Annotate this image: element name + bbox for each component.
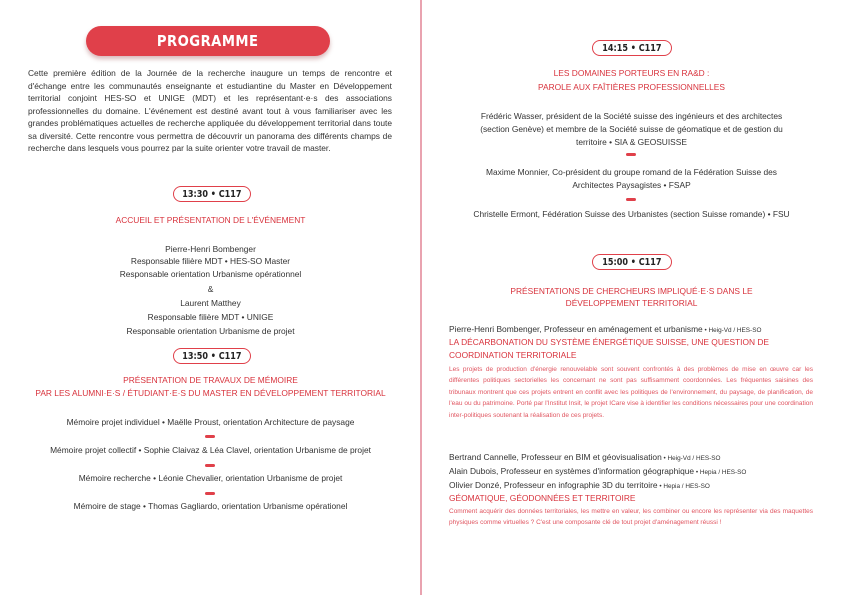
talk-2-speaker: Alain Dubois, Professeur en systèmes d'information géographique • Hepia / HES-SO (449, 466, 747, 476)
session-2-title-line-2: PAR LES ALUMNI·E·S / ÉTUDIANT·E·S DU MASTER EN DÉVELOPPEMENT TERRITORIAL (35, 388, 386, 398)
programme-title: PROGRAMME (157, 32, 259, 50)
federation-line: Christelle Ermont, Fédération Suisse des Urbanistes (section Suisse romande) • FSU (473, 209, 790, 219)
federation-line: (section Genève) et membre de la Société suisse de géomatique et de gestion du (480, 124, 783, 134)
separator-dash (626, 153, 636, 156)
session-4-time-badge: 15:00 • C117 (592, 254, 672, 270)
session-1-line: Pierre-Henri Bombenger (165, 244, 256, 254)
session-1-line: Responsable orientation Urbanisme opérationnel (119, 269, 302, 279)
session-1-line: & (207, 284, 214, 294)
talk-1-abstract: Les projets de production d'énergie renouvelable sont souvent confrontés à des problèmes de mise en œuvre car les différentes politiques sectorielles les concernant ne sont pas suffisamment coordonnées. Les fréquentes saisines des tribunaux montrent que ces projets entrent en conflit avec les politiques de l'environnement, du paysage, de planification, de l'eau ou du patrimoine. Porté par l'Institut Insit, le projet ICare vise à identifier les conditions nécessaires pour une coordination inter-politiques soutenant la réalisation de ces projets. (449, 366, 813, 419)
talk-1-affiliation: • Heig-Vd / HES-SO (702, 327, 762, 334)
separator-dash (205, 435, 215, 438)
session-1-title: ACCUEIL ET PRÉSENTATION DE L'ÉVÉNEMENT (115, 215, 306, 225)
session-3-title-line-1: LES DOMAINES PORTEURS EN RA&D : (553, 68, 710, 78)
programme-banner (86, 26, 330, 56)
session-2-time-badge: 13:50 • C117 (173, 348, 251, 364)
session-3-time-badge: 14:15 • C117 (592, 40, 672, 56)
session-1-line: Laurent Matthey (180, 298, 241, 308)
separator-dash (626, 198, 636, 201)
session-3-title-line-2: PAROLE AUX FAÎTIÈRES PROFESSIONNELLES (538, 82, 725, 92)
memoire-item: Mémoire de stage • Thomas Gagliardo, orientation Urbanisme opérationel (73, 501, 348, 511)
federation-line: Maxime Monnier, Co-président du groupe romand de la Fédération Suisse des (486, 167, 777, 177)
memoire-item: Mémoire projet individuel • Maëlle Proust, orientation Architecture de paysage (66, 417, 355, 427)
federation-line: Frédéric Wasser, président de la Société suisse des ingénieurs et des architectes (480, 111, 783, 121)
talk-1-title-line-1: LA DÉCARBONATION DU SYSTÈME ÉNERGÉTIQUE SUISSE, UNE QUESTION DE (449, 337, 770, 347)
right-page (421, 0, 842, 595)
talk-1-speaker: Pierre-Henri Bombenger, Professeur en aménagement et urbanisme • Heig-Vd / HES-SO (449, 324, 762, 334)
talk-2-speaker: Olivier Donzé, Professeur en infographie 3D du territoire • Hepia / HES-SO (449, 480, 710, 490)
session-1-line: Responsable filière MDT • UNIGE (147, 312, 274, 322)
federation-line: Architectes Paysagistes • FSAP (572, 180, 691, 190)
talk-2-speaker: Bertrand Cannelle, Professeur en BIM et géovisualisation • Heig-Vd / HES-SO (449, 452, 721, 462)
session-1-line: Responsable orientation Urbanisme de projet (126, 326, 295, 336)
talk-2-title: GÉOMATIQUE, GÉODONNÉES ET TERRITOIRE (449, 493, 636, 503)
session-4-title-line-2: DÉVELOPPEMENT TERRITORIAL (565, 298, 698, 308)
session-1-line: Responsable filière MDT • HES-SO Master (130, 256, 291, 266)
memoire-item: Mémoire projet collectif • Sophie Claivaz & Léa Clavel, orientation Urbanisme de projet (50, 445, 371, 455)
separator-dash (205, 492, 215, 495)
session-4-title-line-1: PRÉSENTATIONS DE CHERCHEURS IMPLIQUÉ·E·S DANS LE (510, 286, 753, 296)
separator-dash (205, 464, 215, 467)
intro-paragraph: Cette première édition de la Journée de la recherche inaugure un temps de rencontre et d'échange entre les communautés enseignante et estudiantine du Master en Développement territorial conjoint HES-SO et UNIGE (MDT) et les représentant·e·s des associations professionnelles du domaine. L'événement est destiné avant tout à vous familiariser avec les grandes problématiques actuelles de recherche appliquée du développement territorial dans toute sa diversité. Cette rencontre vous permettra de découvrir un panorama des différents champs de recherche dans lesquels vous pourrez par la suite orienter votre travail de master. (28, 68, 392, 153)
federation-line: territoire • SIA & GEOSUISSE (576, 137, 687, 147)
talk-1-title-line-2: COORDINATION TERRITORIALE (449, 350, 577, 360)
memoire-item: Mémoire recherche • Léonie Chevalier, orientation Urbanisme de projet (78, 473, 343, 483)
session-2-title-line-1: PRÉSENTATION DE TRAVAUX DE MÉMOIRE (123, 375, 298, 385)
session-1-time-badge: 13:30 • C117 (173, 186, 251, 202)
talk-2-abstract: Comment acquérir des données territoriales, les mettre en valeur, les combiner ou encore les représenter via des maquettes physiques comme virtuelles ? C'est une composante clé de tout projet d'aménagement réussi ! (449, 508, 813, 527)
